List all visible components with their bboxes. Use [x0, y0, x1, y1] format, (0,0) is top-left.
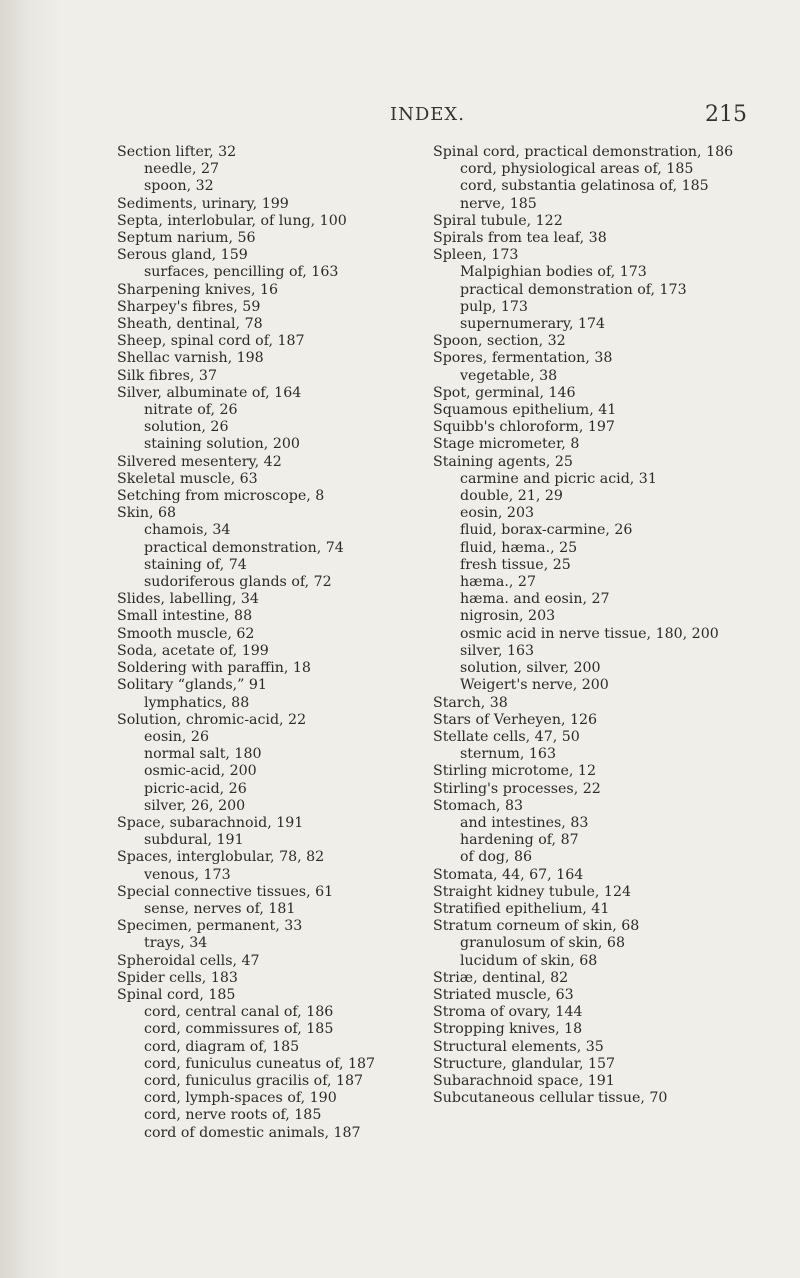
index-subentry: subdural, 191: [144, 832, 244, 849]
index-entry: Stellate cells, 47, 50: [433, 728, 580, 745]
index-subentry: chamois, 34: [144, 522, 231, 539]
index-entry: Septa, interlobular, of lung, 100: [117, 212, 347, 229]
index-entry: Soda, acetate of, 199: [117, 642, 269, 659]
index-subentry: spoon, 32: [144, 178, 214, 195]
index-entry: Spinal cord, 185: [117, 986, 236, 1003]
index-entry: Subcutaneous cellular tissue, 70: [433, 1090, 668, 1107]
index-entry: Spot, germinal, 146: [433, 384, 576, 401]
index-entry: Stars of Verheyen, 126: [433, 711, 598, 728]
index-entry: Spirals from tea leaf, 38: [433, 230, 607, 247]
index-subentry: nigrosin, 203: [460, 608, 556, 625]
index-entry: Sharpening knives, 16: [117, 281, 279, 298]
index-entry: Spaces, interglobular, 78, 82: [117, 849, 325, 866]
index-subentry: and intestines, 83: [460, 814, 589, 831]
index-entry: Special connective tissues, 61: [117, 883, 334, 900]
index-subentry: cord, commissures of, 185: [144, 1021, 334, 1038]
index-subentry: of dog, 86: [460, 849, 533, 866]
index-subentry: supernumerary, 174: [460, 316, 606, 333]
index-entry: Sediments, urinary, 199: [117, 195, 289, 212]
index-entry: Spheroidal cells, 47: [117, 952, 260, 969]
index-entry: Sheath, dentinal, 78: [117, 316, 263, 333]
index-subentry: hæma., 27: [460, 574, 536, 591]
index-subentry: cord, physiological areas of, 185: [460, 161, 694, 178]
index-subentry: cord, funiculus cuneatus of, 187: [144, 1055, 376, 1072]
index-subentry: normal salt, 180: [144, 746, 262, 763]
index-entry: Starch, 38: [433, 694, 508, 711]
index-subentry: sense, nerves of, 181: [144, 900, 296, 917]
index-entry: Straight kidney tubule, 124: [433, 883, 631, 900]
index-entry: Stirling microtome, 12: [433, 763, 596, 780]
index-subentry: eosin, 203: [460, 505, 534, 522]
index-subentry: staining of, 74: [144, 556, 247, 573]
index-entry: Soldering with paraffin, 18: [117, 660, 311, 677]
index-entry: Stroma of ovary, 144: [433, 1004, 583, 1021]
index-entry: Slides, labelling, 34: [117, 591, 259, 608]
index-subentry: cord, diagram of, 185: [144, 1038, 300, 1055]
index-entry: Skeletal muscle, 63: [117, 470, 258, 487]
page-number: 215: [705, 102, 747, 127]
index-subentry: fluid, borax-carmine, 26: [460, 522, 633, 539]
index-entry: Section lifter, 32: [117, 144, 237, 160]
page-header: [0, 104, 800, 134]
index-subentry: nerve, 185: [460, 195, 537, 212]
index-entry: Small intestine, 88: [117, 608, 253, 625]
index-entry: Silvered mesentery, 42: [117, 453, 282, 470]
index-entry: Stomata, 44, 67, 164: [433, 866, 584, 883]
index-entry: Striated muscle, 63: [433, 986, 574, 1003]
index-entry: Space, subarachnoid, 191: [117, 814, 304, 831]
index-subentry: hardening of, 87: [460, 832, 579, 849]
index-subentry: eosin, 26: [144, 728, 209, 745]
index-entry: Spiral tubule, 122: [433, 212, 563, 229]
index-subentry: lymphatics, 88: [144, 694, 250, 711]
index-entry: Solitary “glands,” 91: [117, 677, 267, 694]
index-entry: Staining agents, 25: [433, 453, 573, 470]
index-entry: Squibb's chloroform, 197: [433, 419, 615, 436]
index-subentry: fluid, hæma., 25: [460, 539, 578, 556]
index-subentry: Weigert's nerve, 200: [460, 677, 609, 694]
index-subentry: cord, central canal of, 186: [144, 1004, 334, 1021]
index-subentry: pulp, 173: [460, 298, 528, 315]
index-subentry: practical demonstration of, 173: [460, 281, 687, 298]
index-entry: Silver, albuminate of, 164: [117, 384, 302, 401]
index-subentry: cord, nerve roots of, 185: [144, 1107, 322, 1124]
index-entry: Stage micrometer, 8: [433, 436, 580, 453]
index-subentry: cord, substantia gelatinosa of, 185: [460, 178, 709, 195]
index-entry: Skin, 68: [117, 505, 177, 522]
index-subentry: silver, 26, 200: [144, 797, 246, 814]
index-column-right: [433, 144, 763, 1107]
index-subentry: staining solution, 200: [144, 436, 300, 453]
index-entry: Sharpey's fibres, 59: [117, 298, 261, 315]
index-entry: Spoon, section, 32: [433, 333, 566, 350]
index-entry: Structural elements, 35: [433, 1038, 604, 1055]
index-subentry: granulosum of skin, 68: [460, 935, 625, 952]
index-entry: Structure, glandular, 157: [433, 1055, 616, 1072]
index-subentry: lucidum of skin, 68: [460, 952, 598, 969]
running-title: INDEX.: [390, 104, 465, 125]
index-subentry: sudoriferous glands of, 72: [144, 574, 332, 591]
index-subentry: nitrate of, 26: [144, 402, 238, 419]
index-entry: Specimen, permanent, 33: [117, 918, 303, 935]
index-subentry: fresh tissue, 25: [460, 556, 571, 573]
index-entry: Stomach, 83: [433, 797, 524, 814]
index-subentry: cord, lymph-spaces of, 190: [144, 1090, 337, 1107]
index-subentry: silver, 163: [460, 642, 535, 659]
index-subentry: double, 21, 29: [460, 488, 563, 505]
index-entry: Septum narium, 56: [117, 230, 256, 247]
index-column-left: [117, 144, 417, 1142]
index-subentry: picric-acid, 26: [144, 780, 247, 797]
index-entry: Stirling's processes, 22: [433, 780, 601, 797]
index-entry: Subarachnoid space, 191: [433, 1072, 615, 1089]
index-entry: Sheep, spinal cord of, 187: [117, 333, 305, 350]
index-subentry: venous, 173: [144, 866, 231, 883]
index-entry: Setching from microscope, 8: [117, 488, 325, 505]
index-subentry: solution, silver, 200: [460, 660, 601, 677]
index-entry: Shellac varnish, 198: [117, 350, 264, 367]
index-subentry: needle, 27: [144, 161, 220, 178]
index-subentry: practical demonstration, 74: [144, 539, 344, 556]
index-subentry: cord of domestic animals, 187: [144, 1124, 361, 1141]
index-entry: Serous gland, 159: [117, 247, 248, 264]
index-subentry: osmic-acid, 200: [144, 763, 257, 780]
index-entry: Spinal cord, practical demonstration, 186: [433, 144, 734, 160]
index-subentry: carmine and picric acid, 31: [460, 470, 657, 487]
index-subentry: osmic acid in nerve tissue, 180, 200: [460, 625, 719, 642]
index-entry: Silk fibres, 37: [117, 367, 217, 384]
index-subentry: surfaces, pencilling of, 163: [144, 264, 339, 281]
index-subentry: sternum, 163: [460, 746, 556, 763]
index-entry: Solution, chromic-acid, 22: [117, 711, 307, 728]
index-subentry: trays, 34: [144, 935, 208, 952]
index-subentry: cord, funiculus gracilis of, 187: [144, 1072, 364, 1089]
index-subentry: Malpighian bodies of, 173: [460, 264, 647, 281]
index-subentry: vegetable, 38: [460, 367, 558, 384]
index-entry: Spores, fermentation, 38: [433, 350, 613, 367]
index-entry: Spider cells, 183: [117, 969, 238, 986]
index-entry: Smooth muscle, 62: [117, 625, 255, 642]
index-entry: Squamous epithelium, 41: [433, 402, 617, 419]
index-entry: Stropping knives, 18: [433, 1021, 583, 1038]
index-entry: Stratified epithelium, 41: [433, 900, 610, 917]
index-entry: Striæ, dentinal, 82: [433, 969, 569, 986]
index-subentry: hæma. and eosin, 27: [460, 591, 610, 608]
index-entry: Stratum corneum of skin, 68: [433, 918, 640, 935]
index-entry: Spleen, 173: [433, 247, 519, 264]
index-subentry: solution, 26: [144, 419, 229, 436]
